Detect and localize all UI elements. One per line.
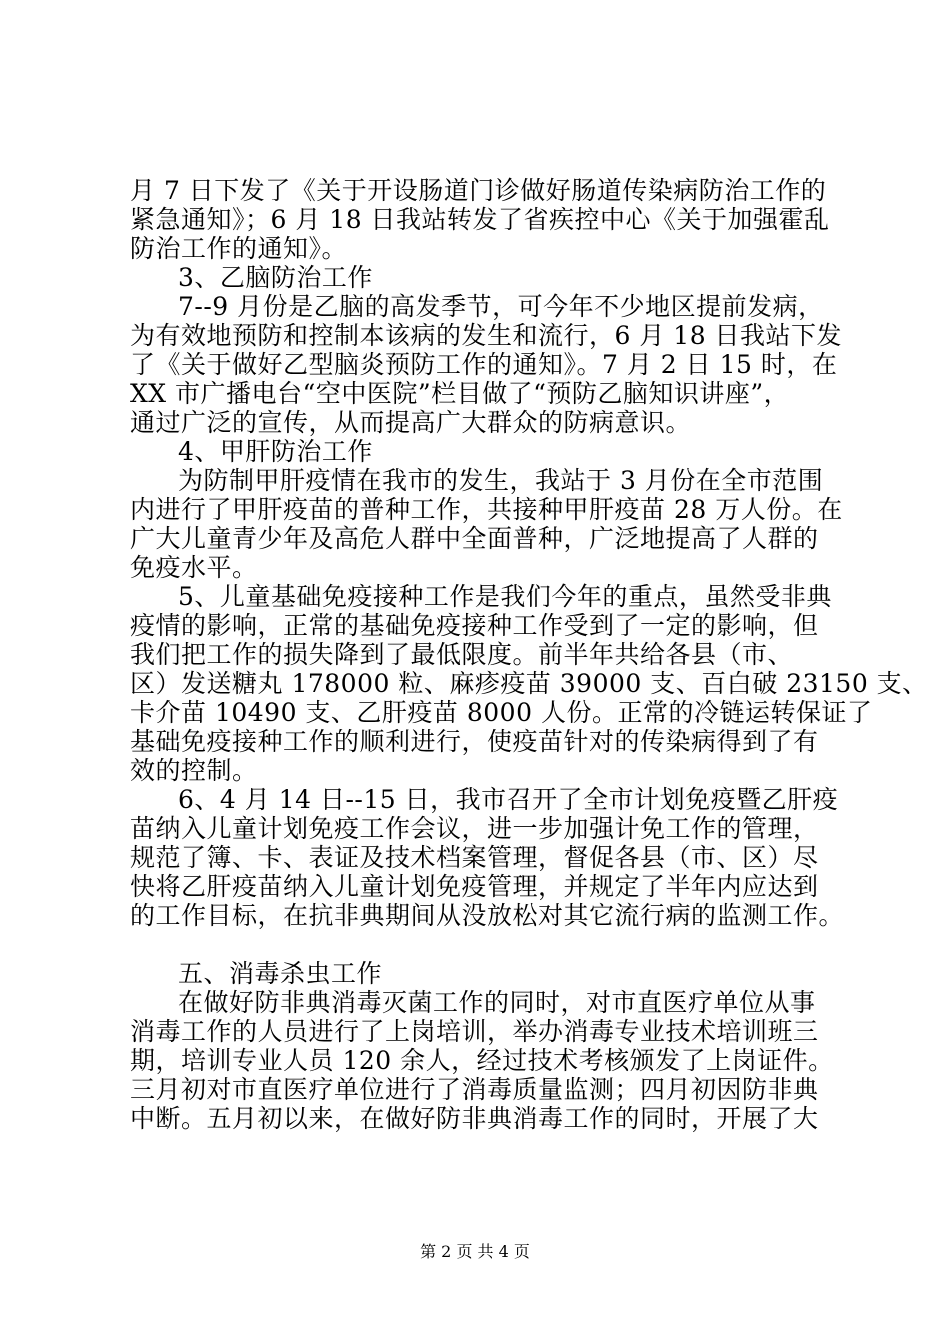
text-line: 防治工作的通知》。 — [130, 234, 348, 263]
text-line: 规范了簿、卡、表证及技术档案管理，督促各县（市、区）尽 — [130, 843, 819, 872]
text-line: 效的控制。 — [130, 756, 258, 785]
text-line: 为有效地预防和控制本该病的发生和流行，6 月 18 日我站下发 — [130, 321, 843, 350]
text-line: 紧急通知》；6 月 18 日我站转发了省疾控中心《关于加强霍乱 — [130, 205, 830, 234]
text-line: 5、儿童基础免疫接种工作是我们今年的重点，虽然受非典 — [178, 582, 832, 611]
section-heading: 3、乙脑防治工作 — [178, 263, 373, 292]
text-line: 我们把工作的损失降到了最低限度。前半年共给各县（市、 — [130, 640, 794, 669]
text-line: 卡介苗 10490 支、乙肝疫苗 8000 人份。正常的冷链运转保证了 — [130, 698, 873, 727]
text-line: XX 市广播电台“空中医院”栏目做了“预防乙脑知识讲座”， — [130, 379, 790, 408]
text-line: 月 7 日下发了《关于开设肠道门诊做好肠道传染病防治工作的 — [130, 176, 827, 205]
text-line: 苗纳入儿童计划免疫工作会议，进一步加强计免工作的管理， — [130, 814, 819, 843]
text-line: 的工作目标，在抗非典期间从没放松对其它流行病的监测工作。 — [130, 901, 845, 930]
section-heading: 五、消毒杀虫工作 — [178, 959, 383, 988]
text-line: 在做好防非典消毒灭菌工作的同时，对市直医疗单位从事 — [178, 988, 816, 1017]
text-line: 7--9 月份是乙脑的高发季节，可今年不少地区提前发病， — [178, 292, 824, 321]
section-heading: 4、甲肝防治工作 — [178, 437, 373, 466]
text-line: 内进行了甲肝疫苗的普种工作，共接种甲肝疫苗 28 万人份。在 — [130, 495, 843, 524]
text-line: 区）发送糖丸 178000 粒、麻疹疫苗 39000 支、百白破 23150 支、 — [130, 669, 928, 698]
text-line: 免疫水平。 — [130, 553, 258, 582]
page-footer: 第 2 页 共 4 页 — [420, 1242, 530, 1261]
text-line: 消毒工作的人员进行了上岗培训，举办消毒专业技术培训班三 — [130, 1017, 819, 1046]
text-line: 疫情的影响，正常的基础免疫接种工作受到了一定的影响，但 — [130, 611, 819, 640]
text-line: 中断。五月初以来，在做好防非典消毒工作的同时，开展了大 — [130, 1104, 819, 1133]
text-line: 通过广泛的宣传，从而提高广大群众的防病意识。 — [130, 408, 692, 437]
text-line: 快将乙肝疫苗纳入儿童计划免疫管理，并规定了半年内应达到 — [130, 872, 819, 901]
text-line: 6、4 月 14 日--15 日，我市召开了全市计划免疫暨乙肝疫 — [178, 785, 839, 814]
text-line: 期，培训专业人员 120 余人，经过技术考核颁发了上岗证件。 — [130, 1046, 834, 1075]
text-line: 广大儿童青少年及高危人群中全面普种，广泛地提高了人群的 — [130, 524, 819, 553]
text-line: 三月初对市直医疗单位进行了消毒质量监测；四月初因防非典 — [130, 1075, 819, 1104]
text-line: 基础免疫接种工作的顺利进行，使疫苗针对的传染病得到了有 — [130, 727, 819, 756]
text-line: 为防制甲肝疫情在我市的发生，我站于 3 月份在全市范围 — [178, 466, 824, 495]
text-line: 了《关于做好乙型脑炎预防工作的通知》。7 月 2 日 15 时，在 — [130, 350, 838, 379]
